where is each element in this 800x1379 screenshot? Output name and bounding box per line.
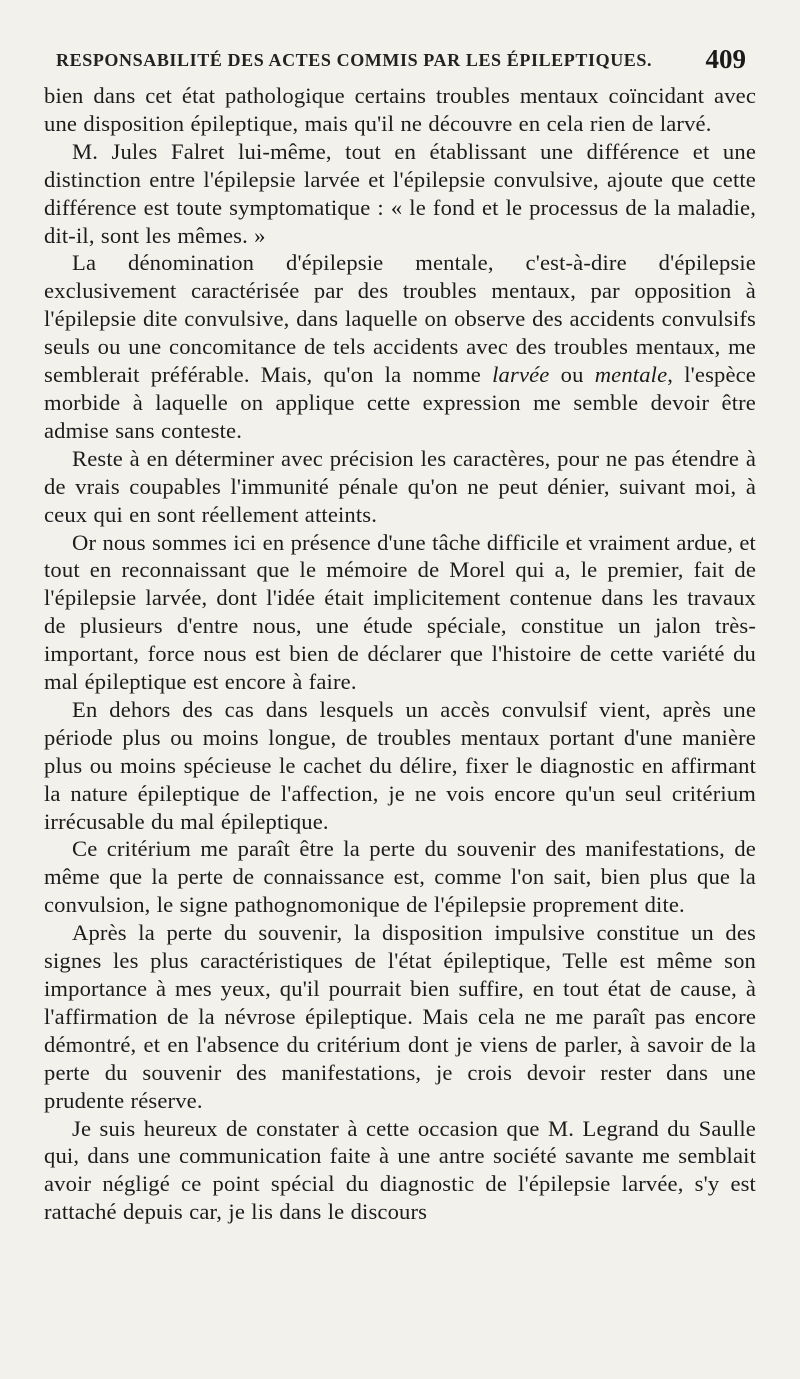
italic-term-mentale: mentale: [594, 362, 668, 388]
running-header: [56, 44, 746, 78]
paragraph-falret: M. Jules Falret lui-même, tout en établissant une différence et une distinction entre l'épilepsie larvée et l'épilepsie convulsive, ajoute que cette différence est toute symptomatique : « le fond et le processus de la maladie, dit-il, sont les mêmes. »: [44, 138, 756, 248]
paragraph-acces-convulsif: En dehors des cas dans lesquels un accès convulsif vient, après une période plus ou moins longue, de troubles mentaux portant d'une manière plus ou moins spécieuse le cachet du délire, fixer le diagnostic en affirmant la nature épileptique de l'affection, je ne vois encore qu'un seul critérium irrécusable du mal épileptique.: [44, 696, 756, 834]
paragraph-denomination: [44, 249, 756, 444]
paragraph-denomination-part-a: La dénomination d'épilepsie mentale, c'est-à-dire d'épilepsie exclusivement caractérisée par des troubles mentaux, par opposition à l'épilepsie dite convulsive, dans laquelle on observe des accidents convulsifs seuls ou une concomitance de tels accidents avec des troubles mentaux, me semblerait préférable. Mais, qu'on la nomme: [44, 250, 756, 388]
paragraph-tache-difficile: Or nous sommes ici en présence d'une tâche difficile et vraiment ardue, et tout en reconnaissant que le mémoire de Morel qui a, le premier, fait de l'épilepsie larvée, dont l'idée était implicitement contenue dans les travaux de plusieurs d'entre nous, une étude spéciale, constitue un jalon très-important, force nous est bien de déclarer que l'histoire de cette variété du mal épileptique est encore à faire.: [44, 529, 756, 695]
paragraph-disposition-impulsive: Après la perte du souvenir, la disposition impulsive constitue un des signes les plus caractéristiques de l'état épileptique, Telle est même son importance à mes yeux, qu'il pourrait bien suffire, en tout état de cause, à l'affirmation de la névrose épileptique. Mais cela ne me paraît pas encore démontré, et en l'absence du critérium dont je viens de parler, à savoir de la perte du souvenir des manifestations, je crois devoir rester dans une prudente réserve.: [44, 920, 756, 1113]
paragraph-continuation: bien dans cet état pathologique certains troubles mentaux coïncidant avec une disposition épileptique, mais qu'il ne découvre en cela rien de larvé.: [44, 83, 756, 136]
paragraph-criterium: Ce critérium me paraît être la perte du souvenir des manifestations, de même que la perte de connaissance est, comme l'on sait, bien plus que la convulsion, le signe pathognomonique de l'épilepsie proprement dite.: [44, 836, 756, 918]
paragraph-denomination-part-c: , l'espèce morbide à laquelle on applique cette expression me semble devoir être admise sans conteste.: [44, 362, 756, 443]
page-number: 409: [705, 44, 746, 74]
running-title: RESPONSABILITÉ DES ACTES COMMIS PAR LES ÉPILEPTIQUES.: [56, 50, 653, 70]
paragraph-caracteres: Reste à en déterminer avec précision les caractères, pour ne pas étendre à de vrais coupables l'immunité pénale qu'on ne peut dénier, suivant moi, à ceux qui en sont réellement atteints.: [44, 445, 756, 527]
body-text: [44, 82, 756, 1226]
paragraph-legrand-du-saulle: Je suis heureux de constater à cette occasion que M. Legrand du Saulle qui, dans une communication faite à une antre société savante me semblait avoir négligé ce point spécial du diagnostic de l'épilepsie larvée, s'y est rattaché depuis car, je lis dans le discours: [44, 1115, 756, 1225]
paragraph-denomination-part-b: ou: [549, 362, 595, 388]
italic-term-larvee: larvée: [492, 362, 550, 388]
